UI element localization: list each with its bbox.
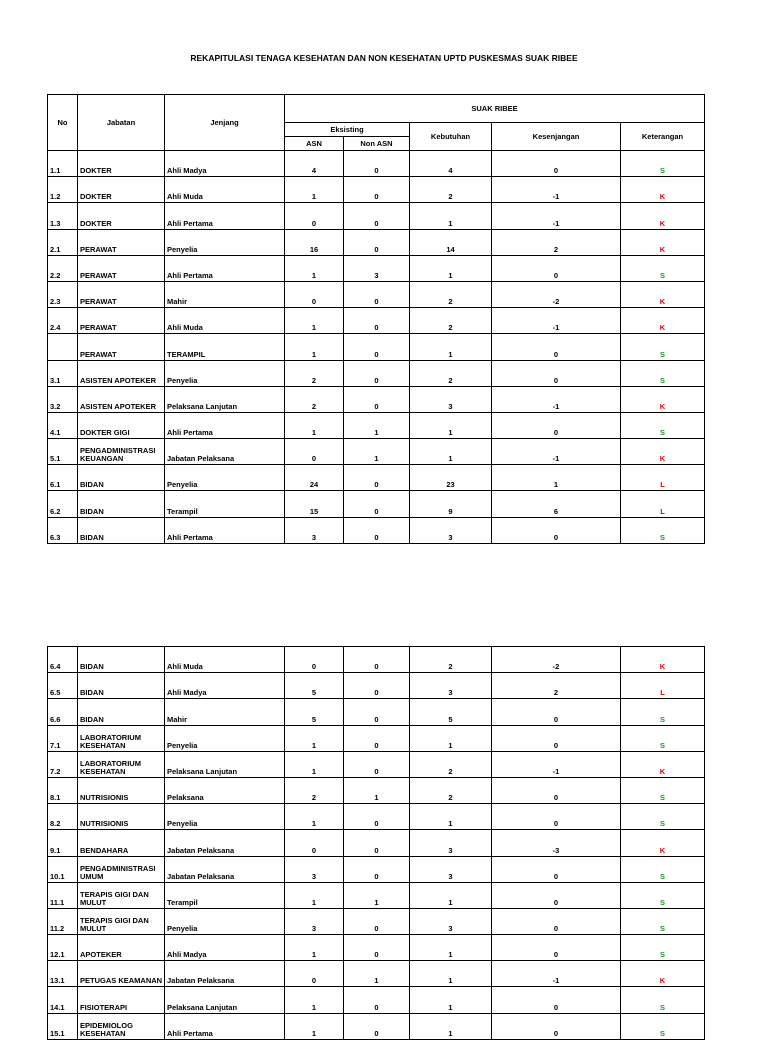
cell-kebutuhan: 2 [410,281,492,307]
cell-non-asn: 0 [344,1013,410,1039]
cell-keterangan: L [621,673,705,699]
header-kebutuhan: Kebutuhan [410,123,492,151]
table-row [48,203,705,229]
cell-keterangan: S [621,987,705,1013]
header-kesenjangan: Kesenjangan [492,123,621,151]
cell-keterangan: L [621,491,705,517]
cell-keterangan: K [621,281,705,307]
cell-asn: 0 [285,961,344,987]
cell-asn: 2 [285,777,344,803]
cell-kesenjangan: 0 [492,856,621,882]
cell-no: 6.4 [48,647,78,673]
cell-non-asn: 0 [344,360,410,386]
cell-no: 4.1 [48,412,78,438]
cell-keterangan: K [621,308,705,334]
cell-kesenjangan: 6 [492,491,621,517]
cell-kesenjangan: 0 [492,334,621,360]
cell-kesenjangan: 1 [492,465,621,491]
cell-non-asn: 0 [344,935,410,961]
cell-no: 6.6 [48,699,78,725]
cell-kesenjangan: -1 [492,386,621,412]
cell-asn: 4 [285,151,344,177]
cell-jenjang: Terampil [165,882,285,908]
cell-keterangan: S [621,360,705,386]
cell-no: 8.1 [48,777,78,803]
cell-kebutuhan: 3 [410,856,492,882]
table-row [48,439,705,465]
header-keterangan: Keterangan [621,123,705,151]
cell-jabatan: BIDAN [78,673,165,699]
cell-kesenjangan: 0 [492,412,621,438]
header-no: No [48,95,78,151]
table-row [48,725,705,751]
cell-jenjang: TERAMPIL [165,334,285,360]
staff-table-2 [47,646,705,1040]
cell-kebutuhan: 1 [410,961,492,987]
table-row [48,517,705,543]
cell-kebutuhan: 3 [410,673,492,699]
cell-kesenjangan: 2 [492,673,621,699]
cell-kebutuhan: 2 [410,751,492,777]
table-row [48,360,705,386]
cell-asn: 2 [285,360,344,386]
cell-jenjang: Ahli Muda [165,308,285,334]
cell-keterangan: K [621,203,705,229]
table-row [48,647,705,673]
cell-jabatan: PENGADMINISTRASI UMUM [78,856,165,882]
cell-keterangan: K [621,830,705,856]
cell-jenjang: Penyelia [165,725,285,751]
cell-no: 3.1 [48,360,78,386]
cell-non-asn: 0 [344,177,410,203]
cell-asn: 1 [285,751,344,777]
cell-non-asn: 0 [344,725,410,751]
cell-jenjang: Penyelia [165,465,285,491]
cell-asn: 2 [285,386,344,412]
cell-jabatan: PETUGAS KEAMANAN [78,961,165,987]
cell-jenjang: Penyelia [165,804,285,830]
table-row [48,777,705,803]
cell-no: 1.1 [48,151,78,177]
table-row [48,229,705,255]
cell-asn: 0 [285,203,344,229]
cell-non-asn: 0 [344,151,410,177]
cell-keterangan: S [621,699,705,725]
cell-kesenjangan: 0 [492,151,621,177]
cell-asn: 1 [285,308,344,334]
cell-jenjang: Terampil [165,491,285,517]
cell-jabatan: PERAWAT [78,255,165,281]
cell-kebutuhan: 1 [410,255,492,281]
cell-keterangan: K [621,177,705,203]
cell-no: 14.1 [48,987,78,1013]
cell-asn: 1 [285,412,344,438]
cell-asn: 0 [285,281,344,307]
table-row [48,412,705,438]
cell-kesenjangan: 2 [492,229,621,255]
cell-asn: 1 [285,1013,344,1039]
cell-kesenjangan: -1 [492,203,621,229]
header-eksisting: Eksisting [285,123,410,137]
cell-non-asn: 1 [344,882,410,908]
cell-keterangan: K [621,386,705,412]
cell-kebutuhan: 1 [410,203,492,229]
cell-keterangan: S [621,804,705,830]
cell-keterangan: S [621,935,705,961]
cell-asn: 3 [285,856,344,882]
cell-keterangan: K [621,647,705,673]
cell-non-asn: 0 [344,830,410,856]
cell-kesenjangan: 0 [492,882,621,908]
cell-non-asn: 0 [344,908,410,934]
cell-keterangan: K [621,751,705,777]
cell-no: 2.4 [48,308,78,334]
header-group: SUAK RIBEE [285,95,705,123]
cell-non-asn: 0 [344,699,410,725]
header-asn: ASN [285,137,344,151]
cell-jabatan: FISIOTERAPI [78,987,165,1013]
cell-keterangan: K [621,961,705,987]
cell-kebutuhan: 2 [410,777,492,803]
cell-kesenjangan: -1 [492,177,621,203]
cell-asn: 1 [285,725,344,751]
cell-non-asn: 0 [344,647,410,673]
cell-asn: 1 [285,987,344,1013]
cell-non-asn: 0 [344,751,410,777]
cell-jenjang: Ahli Madya [165,151,285,177]
cell-jabatan: NUTRISIONIS [78,804,165,830]
cell-no: 2.3 [48,281,78,307]
cell-jenjang: Ahli Pertama [165,1013,285,1039]
cell-kebutuhan: 1 [410,334,492,360]
cell-jabatan: BENDAHARA [78,830,165,856]
table-row [48,804,705,830]
cell-no: 2.1 [48,229,78,255]
cell-jabatan: TERAPIS GIGI DAN MULUT [78,908,165,934]
cell-jabatan: LABORATORIUM KESEHATAN [78,725,165,751]
cell-jabatan: EPIDEMIOLOG KESEHATAN [78,1013,165,1039]
cell-kesenjangan: -1 [492,751,621,777]
cell-non-asn: 0 [344,856,410,882]
cell-keterangan: S [621,777,705,803]
table-row [48,308,705,334]
cell-keterangan: S [621,1013,705,1039]
cell-jenjang: Ahli Madya [165,935,285,961]
cell-jabatan: DOKTER [78,203,165,229]
cell-kesenjangan: 0 [492,517,621,543]
cell-kesenjangan: 0 [492,360,621,386]
table-row [48,1013,705,1039]
table-row [48,856,705,882]
cell-kesenjangan: 0 [492,699,621,725]
table-row [48,673,705,699]
cell-jabatan: APOTEKER [78,935,165,961]
cell-jabatan: ASISTEN APOTEKER [78,386,165,412]
cell-kebutuhan: 1 [410,804,492,830]
header-jabatan: Jabatan [78,95,165,151]
cell-jabatan: DOKTER [78,151,165,177]
cell-jenjang: Penyelia [165,229,285,255]
cell-jabatan: BIDAN [78,465,165,491]
cell-kebutuhan: 3 [410,386,492,412]
cell-non-asn: 0 [344,491,410,517]
cell-non-asn: 0 [344,334,410,360]
table-row [48,830,705,856]
cell-non-asn: 0 [344,673,410,699]
cell-jenjang: Pelaksana Lanjutan [165,751,285,777]
cell-kesenjangan: -1 [492,308,621,334]
cell-keterangan: K [621,439,705,465]
cell-asn: 0 [285,647,344,673]
cell-keterangan: S [621,517,705,543]
cell-non-asn: 0 [344,987,410,1013]
cell-jenjang: Ahli Pertama [165,203,285,229]
cell-asn: 1 [285,882,344,908]
cell-no: 10.1 [48,856,78,882]
cell-jabatan: DOKTER GIGI [78,412,165,438]
cell-no: 7.1 [48,725,78,751]
cell-kebutuhan: 2 [410,177,492,203]
cell-no: 1.3 [48,203,78,229]
cell-jabatan: BIDAN [78,699,165,725]
cell-keterangan: K [621,229,705,255]
cell-kesenjangan: -2 [492,281,621,307]
cell-no [48,334,78,360]
cell-kesenjangan: 0 [492,255,621,281]
cell-asn: 0 [285,439,344,465]
cell-jabatan: PERAWAT [78,308,165,334]
cell-jenjang: Penyelia [165,908,285,934]
cell-no: 15.1 [48,1013,78,1039]
cell-kesenjangan: 0 [492,935,621,961]
cell-jenjang: Penyelia [165,360,285,386]
cell-no: 11.2 [48,908,78,934]
cell-non-asn: 0 [344,804,410,830]
cell-kebutuhan: 1 [410,1013,492,1039]
cell-kebutuhan: 3 [410,830,492,856]
cell-jenjang: Jabatan Pelaksana [165,830,285,856]
cell-kebutuhan: 4 [410,151,492,177]
cell-asn: 24 [285,465,344,491]
cell-keterangan: S [621,334,705,360]
cell-jabatan: PERAWAT [78,229,165,255]
table-row [48,334,705,360]
cell-non-asn: 1 [344,412,410,438]
cell-kesenjangan: -1 [492,961,621,987]
cell-kesenjangan: 0 [492,777,621,803]
table-row [48,491,705,517]
table-row [48,882,705,908]
cell-jabatan: BIDAN [78,491,165,517]
cell-jabatan: BIDAN [78,517,165,543]
cell-kesenjangan: 0 [492,725,621,751]
cell-no: 5.1 [48,439,78,465]
cell-jenjang: Jabatan Pelaksana [165,439,285,465]
table-row [48,386,705,412]
table-row [48,151,705,177]
cell-kesenjangan: 0 [492,1013,621,1039]
cell-kebutuhan: 2 [410,308,492,334]
cell-asn: 5 [285,699,344,725]
cell-jenjang: Mahir [165,699,285,725]
cell-jenjang: Ahli Madya [165,673,285,699]
cell-kebutuhan: 1 [410,412,492,438]
cell-kebutuhan: 1 [410,439,492,465]
cell-non-asn: 1 [344,777,410,803]
table-row [48,908,705,934]
header-jenjang: Jenjang [165,95,285,151]
cell-asn: 3 [285,517,344,543]
cell-non-asn: 0 [344,386,410,412]
header-non-asn: Non ASN [344,137,410,151]
cell-asn: 1 [285,255,344,281]
cell-jenjang: Ahli Muda [165,177,285,203]
cell-non-asn: 0 [344,465,410,491]
cell-kebutuhan: 9 [410,491,492,517]
table-row [48,255,705,281]
cell-kebutuhan: 1 [410,987,492,1013]
cell-jenjang: Mahir [165,281,285,307]
cell-no: 12.1 [48,935,78,961]
cell-kebutuhan: 2 [410,647,492,673]
cell-no: 13.1 [48,961,78,987]
cell-jabatan: TERAPIS GIGI DAN MULUT [78,882,165,908]
table-row [48,281,705,307]
table-row [48,465,705,491]
cell-jenjang: Ahli Muda [165,647,285,673]
cell-jenjang: Jabatan Pelaksana [165,961,285,987]
cell-jenjang: Ahli Pertama [165,412,285,438]
cell-kesenjangan: -2 [492,647,621,673]
cell-no: 6.3 [48,517,78,543]
cell-non-asn: 0 [344,517,410,543]
cell-asn: 5 [285,673,344,699]
cell-keterangan: S [621,908,705,934]
cell-non-asn: 0 [344,229,410,255]
cell-jabatan: LABORATORIUM KESEHATAN [78,751,165,777]
cell-keterangan: L [621,465,705,491]
cell-no: 9.1 [48,830,78,856]
page-title: REKAPITULASI TENAGA KESEHATAN DAN NON KESEHATAN UPTD PUSKESMAS SUAK RIBEE [190,53,578,63]
cell-non-asn: 0 [344,308,410,334]
cell-no: 7.2 [48,751,78,777]
table-row [48,935,705,961]
cell-no: 2.2 [48,255,78,281]
cell-asn: 3 [285,908,344,934]
cell-jenjang: Ahli Pertama [165,255,285,281]
cell-kebutuhan: 1 [410,882,492,908]
cell-jabatan: DOKTER [78,177,165,203]
cell-jabatan: PENGADMINISTRASI KEUANGAN [78,439,165,465]
cell-kebutuhan: 23 [410,465,492,491]
cell-no: 11.1 [48,882,78,908]
cell-asn: 1 [285,804,344,830]
cell-asn: 1 [285,935,344,961]
cell-jabatan: PERAWAT [78,281,165,307]
cell-non-asn: 0 [344,281,410,307]
cell-non-asn: 1 [344,961,410,987]
cell-asn: 15 [285,491,344,517]
cell-jenjang: Ahli Pertama [165,517,285,543]
cell-non-asn: 3 [344,255,410,281]
cell-kebutuhan: 3 [410,517,492,543]
cell-jenjang: Pelaksana [165,777,285,803]
table-row [48,751,705,777]
cell-asn: 1 [285,177,344,203]
cell-asn: 16 [285,229,344,255]
cell-jabatan: ASISTEN APOTEKER [78,360,165,386]
table-row [48,177,705,203]
cell-keterangan: S [621,725,705,751]
cell-kesenjangan: 0 [492,908,621,934]
cell-keterangan: S [621,151,705,177]
cell-jenjang: Pelaksana Lanjutan [165,386,285,412]
cell-kesenjangan: 0 [492,987,621,1013]
cell-jabatan: NUTRISIONIS [78,777,165,803]
cell-non-asn: 0 [344,203,410,229]
cell-kebutuhan: 14 [410,229,492,255]
cell-asn: 0 [285,830,344,856]
cell-jabatan: PERAWAT [78,334,165,360]
cell-jenjang: Jabatan Pelaksana [165,856,285,882]
cell-no: 6.2 [48,491,78,517]
cell-no: 6.1 [48,465,78,491]
cell-kesenjangan: -1 [492,439,621,465]
staff-table-1 [47,94,705,544]
cell-kebutuhan: 1 [410,935,492,961]
cell-keterangan: S [621,882,705,908]
cell-kebutuhan: 5 [410,699,492,725]
cell-asn: 1 [285,334,344,360]
cell-no: 8.2 [48,804,78,830]
table-row [48,987,705,1013]
cell-kesenjangan: -3 [492,830,621,856]
table-row [48,699,705,725]
cell-no: 6.5 [48,673,78,699]
cell-keterangan: S [621,255,705,281]
cell-keterangan: S [621,856,705,882]
cell-non-asn: 1 [344,439,410,465]
cell-kebutuhan: 2 [410,360,492,386]
cell-jabatan: BIDAN [78,647,165,673]
cell-no: 3.2 [48,386,78,412]
cell-kebutuhan: 3 [410,908,492,934]
cell-kebutuhan: 1 [410,725,492,751]
cell-kesenjangan: 0 [492,804,621,830]
cell-no: 1.2 [48,177,78,203]
table-row [48,961,705,987]
cell-jenjang: Pelaksana Lanjutan [165,987,285,1013]
cell-keterangan: S [621,412,705,438]
